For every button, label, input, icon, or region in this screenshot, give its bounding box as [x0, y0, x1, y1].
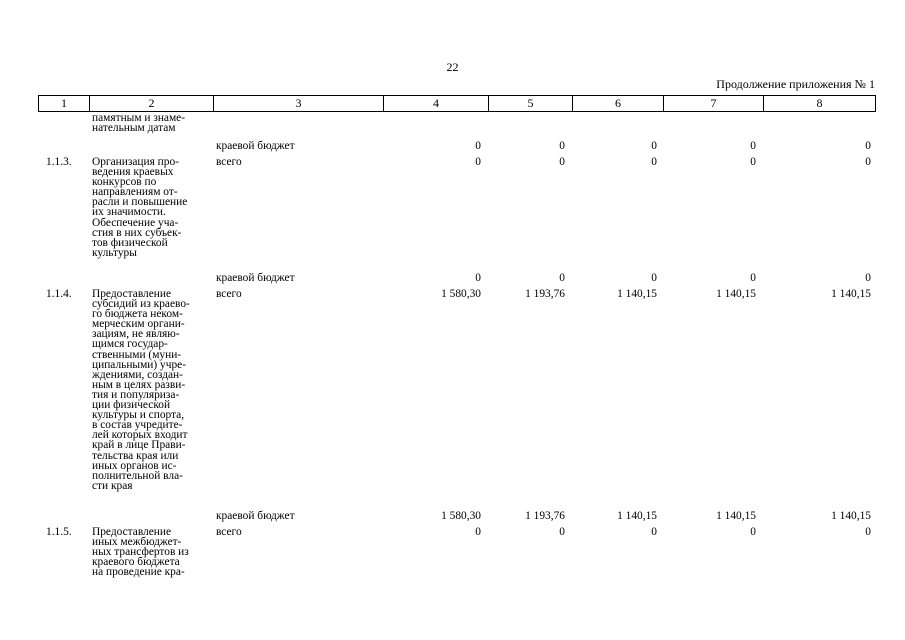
row-name: Организация про- ведения краевых конкурсов по направлениям от- расли и повышение их значимости. Обеспечение уча- стия в них субъек- тов физической культуры [92, 156, 188, 259]
header-col-3: 3 [213, 96, 383, 111]
table-row [38, 157, 876, 273]
header-col-6: 6 [572, 96, 663, 111]
page-number: 22 [446, 60, 459, 74]
table-header [38, 95, 876, 112]
row-source: краевой бюджет [216, 140, 295, 152]
header-col-1: 1 [61, 96, 67, 110]
row-value-8: 0 [865, 140, 871, 152]
row-source: всего [216, 156, 242, 168]
header-col-4: 4 [383, 96, 488, 111]
row-name: памятным и знаме- нательным датам [92, 112, 186, 135]
row-source: всего [216, 526, 242, 538]
row-value-7: 0 [750, 272, 756, 284]
table-row [38, 511, 876, 527]
continuation-label: Продолжение приложения № 1 [716, 77, 875, 91]
row-value-5: 0 [559, 526, 565, 538]
row-value-4: 1 580,30 [441, 510, 481, 522]
row-value-5: 1 193,76 [525, 510, 565, 522]
row-value-8: 0 [865, 272, 871, 284]
table-body [38, 113, 876, 640]
row-source: краевой бюджет [216, 510, 295, 522]
row-value-6: 0 [651, 140, 657, 152]
row-value-5: 0 [559, 156, 565, 168]
row-value-4: 0 [475, 272, 481, 284]
row-number: 1.1.3. [46, 156, 72, 168]
row-value-6: 0 [651, 156, 657, 168]
row-value-4: 0 [475, 156, 481, 168]
row-value-8: 1 140,15 [831, 510, 871, 522]
row-value-5: 0 [559, 272, 565, 284]
row-value-4: 1 580,30 [441, 288, 481, 300]
header-col-7: 7 [663, 96, 763, 111]
table-row [38, 113, 876, 133]
row-value-5: 1 193,76 [525, 288, 565, 300]
row-name: Предоставление субсидий из краево- го бюджета неком- мерческим органи- зациям, не являю- щимся государ- ственными (муни- ципальными) учре- ждениями, создан- ным в целях разви- тия и популяриза- ции физической культуры и спорта, в состав учредите- лей которых входит край в лице Прави- тельства края или иных органов ис- полнительной вла- сти края [92, 288, 190, 492]
header-col-8: 8 [763, 96, 875, 111]
row-value-8: 1 140,15 [831, 288, 871, 300]
row-value-5: 0 [559, 140, 565, 152]
row-name: Предоставление иных межбюджет- ных трансфертов из краевого бюджета на проведение кра- [92, 526, 189, 579]
header-col-2: 2 [89, 96, 213, 111]
row-value-7: 0 [750, 140, 756, 152]
row-number: 1.1.4. [46, 288, 72, 300]
row-value-7: 0 [750, 156, 756, 168]
row-value-8: 0 [865, 156, 871, 168]
header-col-5: 5 [488, 96, 572, 111]
table-row [38, 273, 876, 289]
row-value-8: 0 [865, 526, 871, 538]
table-row [38, 289, 876, 511]
row-value-6: 1 140,15 [617, 288, 657, 300]
row-source: краевой бюджет [216, 272, 295, 284]
row-value-7: 1 140,15 [716, 288, 756, 300]
table-row [38, 527, 876, 583]
row-source: всего [216, 288, 242, 300]
row-value-7: 0 [750, 526, 756, 538]
row-number: 1.1.5. [46, 526, 72, 538]
row-value-6: 0 [651, 272, 657, 284]
row-value-7: 1 140,15 [716, 510, 756, 522]
row-value-4: 0 [475, 140, 481, 152]
row-value-4: 0 [475, 526, 481, 538]
row-value-6: 1 140,15 [617, 510, 657, 522]
row-value-6: 0 [651, 526, 657, 538]
table-row [38, 141, 876, 157]
